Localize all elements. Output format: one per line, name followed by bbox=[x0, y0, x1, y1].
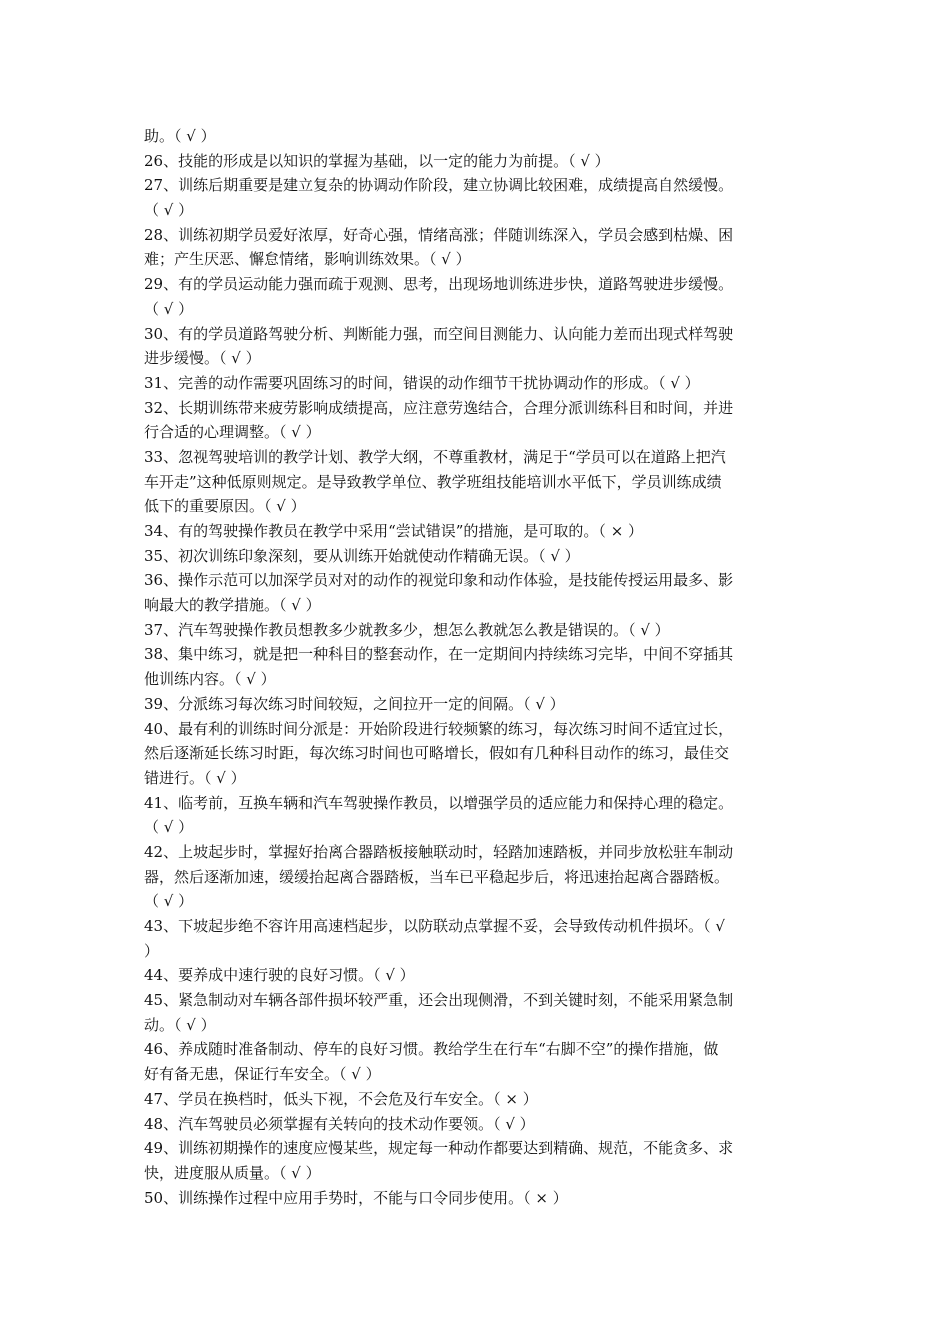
text-line: 41、临考前，互换车辆和汽车驾驶操作教员，以增强学员的适应能力和保持心理的稳定。 bbox=[144, 793, 734, 812]
text-line: 34、有的驾驶操作教员在教学中采用“尝试错误”的措施，是可取的。（ × ） bbox=[144, 522, 644, 540]
text-line: 26、技能的形成是以知识的掌握为基础，以一定的能力为前提。（ √ ） bbox=[144, 151, 610, 170]
text-line: 36、操作示范可以加深学员对对的动作的视觉印象和动作体验，是技能传授运用最多、影 bbox=[144, 571, 734, 590]
text-line: 难；产生厌恶、懈怠情绪，影响训练效果。（ √ ） bbox=[144, 250, 471, 269]
document-body bbox=[144, 124, 808, 1210]
text-line: 快，进度服从质量。（ √ ） bbox=[144, 1163, 321, 1182]
text-line: （ √ ） bbox=[144, 299, 194, 318]
text-line: 助。（ √ ） bbox=[144, 127, 216, 145]
text-line: 动。（ √ ） bbox=[144, 1015, 216, 1034]
text-line: 46、养成随时准备制动、停车的良好习惯。教给学生在行车“右脚不空”的操作措施，做 bbox=[144, 1040, 719, 1059]
text-line: 47、学员在换档时，低头下视，不会危及行车安全。（ × ） bbox=[144, 1089, 538, 1108]
text-line: 行合适的心理调整。（ √ ） bbox=[144, 423, 321, 442]
text-line: ） bbox=[144, 941, 160, 960]
text-line: 低下的重要原因。（ √ ） bbox=[144, 497, 306, 516]
text-line: 进步缓慢。（ √ ） bbox=[144, 349, 261, 368]
text-line: 32、长期训练带来疲劳影响成绩提高，应注意劳逸结合，合理分派训练科目和时间，并进 bbox=[144, 398, 734, 417]
text-line: 48、汽车驾驶员必须掌握有关转向的技术动作要领。（ √ ） bbox=[144, 1114, 535, 1133]
text-line: 35、初次训练印象深刻，要从训练开始就使动作精确无误。（ √ ） bbox=[144, 546, 580, 565]
text-line: 31、完善的动作需要巩固练习的时间，错误的动作细节干扰协调动作的形成。（ √ ） bbox=[144, 373, 700, 392]
text-line: 44、要养成中速行驶的良好习惯。（ √ ） bbox=[144, 966, 415, 985]
text-line: 45、紧急制动对车辆各部件损坏较严重，还会出现侧滑，不到关键时刻，不能采用紧急制 bbox=[144, 991, 734, 1010]
text-line: （ √ ） bbox=[144, 892, 194, 911]
text-line: 38、集中练习，就是把一种科目的整套动作，在一定期间内持续练习完毕，中间不穿插其 bbox=[144, 645, 734, 664]
text-line: 车开走”这种低原则规定。是导致教学单位、教学班组技能培训水平低下，学员训练成绩 bbox=[144, 472, 722, 491]
text-line: 40、最有利的训练时间分派是：开始阶段进行较频繁的练习，每次练习时间不适宜过长， bbox=[144, 719, 734, 738]
text-line: 错进行。（ √ ） bbox=[144, 768, 246, 787]
text-line: 30、有的学员道路驾驶分析、判断能力强，而空间目测能力、认向能力差而出现式样驾驶 bbox=[144, 324, 734, 343]
text-line: 27、训练后期重要是建立复杂的协调动作阶段，建立协调比较困难，成绩提高自然缓慢。 bbox=[144, 176, 734, 195]
text-line: 37、汽车驾驶操作教员想教多少就教多少，想怎么教就怎么教是错误的。（ √ ） bbox=[144, 620, 670, 639]
text-line: 他训练内容。（ √ ） bbox=[144, 670, 276, 689]
text-line: 响最大的教学措施。（ √ ） bbox=[144, 596, 321, 615]
text-line: 好有备无患，保证行车安全。（ √ ） bbox=[144, 1065, 381, 1084]
text-line: 43、下坡起步绝不容许用高速档起步，以防联动点掌握不妥，会导致传动机件损坏。（ √ bbox=[144, 917, 725, 935]
text-line: 29、有的学员运动能力强而疏于观测、思考，出现场地训练进步快，道路驾驶进步缓慢。 bbox=[144, 275, 734, 294]
text-line: 49、训练初期操作的速度应慢某些，规定每一种动作都要达到精确、规范，不能贪多、求 bbox=[144, 1139, 734, 1158]
text-line: 器，然后逐渐加速，缓缓抬起离合器踏板，当车已平稳起步后，将迅速抬起离合器踏板。 bbox=[144, 867, 730, 886]
text-line: 50、训练操作过程中应用手势时，不能与口令同步使用。（ × ） bbox=[144, 1188, 568, 1207]
text-line: 33、忽视驾驶培训的教学计划、教学大纲，不尊重教材，满足于“学员可以在道路上把汽 bbox=[144, 447, 726, 466]
text-line: （ √ ） bbox=[144, 818, 194, 837]
text-line: 28、训练初期学员爱好浓厚，好奇心强，情绪高涨；伴随训练深入，学员会感到枯燥、困 bbox=[144, 225, 734, 244]
text-line: 42、上坡起步时，掌握好抬离合器踏板接触联动时，轻踏加速踏板，并同步放松驻车制动 bbox=[144, 842, 734, 861]
text-line: （ √ ） bbox=[144, 201, 194, 220]
text-line: 然后逐渐延长练习时距，每次练习时间也可略增长，假如有几种科目动作的练习，最佳交 bbox=[144, 744, 730, 763]
text-line: 39、分派练习每次练习时间较短，之间拉开一定的间隔。（ √ ） bbox=[144, 694, 565, 713]
